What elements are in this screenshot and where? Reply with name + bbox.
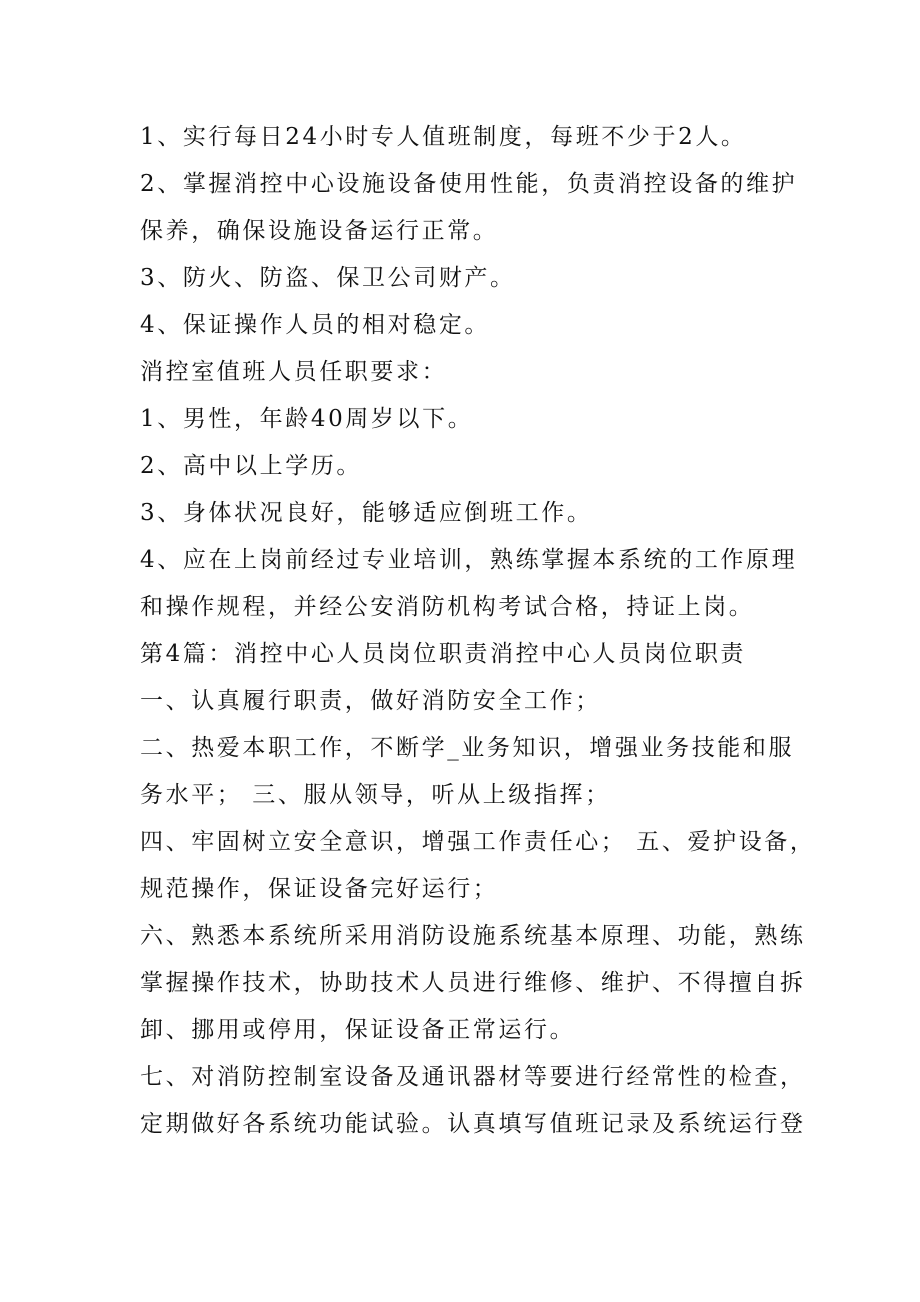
text-line: 卸、挪用或停用，保证设备正常运行。 — [140, 1017, 576, 1043]
text-line: 4、应在上岗前经过专业培训，熟练掌握本系统的工作原理 — [140, 547, 798, 573]
text-line: 六、熟悉本系统所采用消防设施系统基本原理、功能，熟练 — [140, 923, 806, 949]
text-line: 3、身体状况良好，能够适应倒班工作。 — [140, 500, 593, 526]
section-heading: 第4篇：消控中心人员岗位职责消控中心人员岗位职责 — [140, 641, 747, 667]
text-line: 保养，确保设施设备运行正常。 — [140, 218, 499, 244]
text-line: 七、对消防控制室设备及通讯器材等要进行经常性的检查， — [140, 1064, 806, 1090]
section-heading: 消控室值班人员任职要求： — [140, 359, 448, 385]
text-line: 1、男性，年龄40周岁以下。 — [140, 406, 474, 432]
text-line: 二、热爱本职工作，不断学_业务知识，增强业务技能和服 — [140, 735, 795, 761]
text-line: 2、高中以上学历。 — [140, 453, 363, 479]
text-line: 4、保证操作人员的相对稳定。 — [140, 312, 491, 338]
text-line: 2、掌握消控中心设施设备使用性能，负责消控设备的维护 — [140, 171, 798, 197]
text-line: 3、防火、防盗、保卫公司财产。 — [140, 265, 516, 291]
text-line: 一、认真履行职责，做好消防安全工作； — [140, 688, 601, 714]
text-line: 掌握操作技术，协助技术人员进行维修、维护、不得擅自拆 — [140, 970, 806, 996]
text-line: 定期做好各系统功能试验。认真填写值班记录及系统运行登 — [140, 1111, 806, 1137]
text-line: 1、实行每日24小时专人值班制度，每班不少于2人。 — [140, 124, 747, 150]
document-body — [140, 114, 816, 1148]
text-line: 和操作规程，并经公安消防机构考试合格，持证上岗。 — [140, 594, 755, 620]
text-line: 务水平； 三、服从领导，听从上级指挥； — [140, 782, 611, 808]
text-line: 四、牢固树立安全意识，增强工作责任心； 五、爱护设备， — [140, 829, 816, 855]
text-line: 规范操作，保证设备完好运行； — [140, 876, 499, 902]
